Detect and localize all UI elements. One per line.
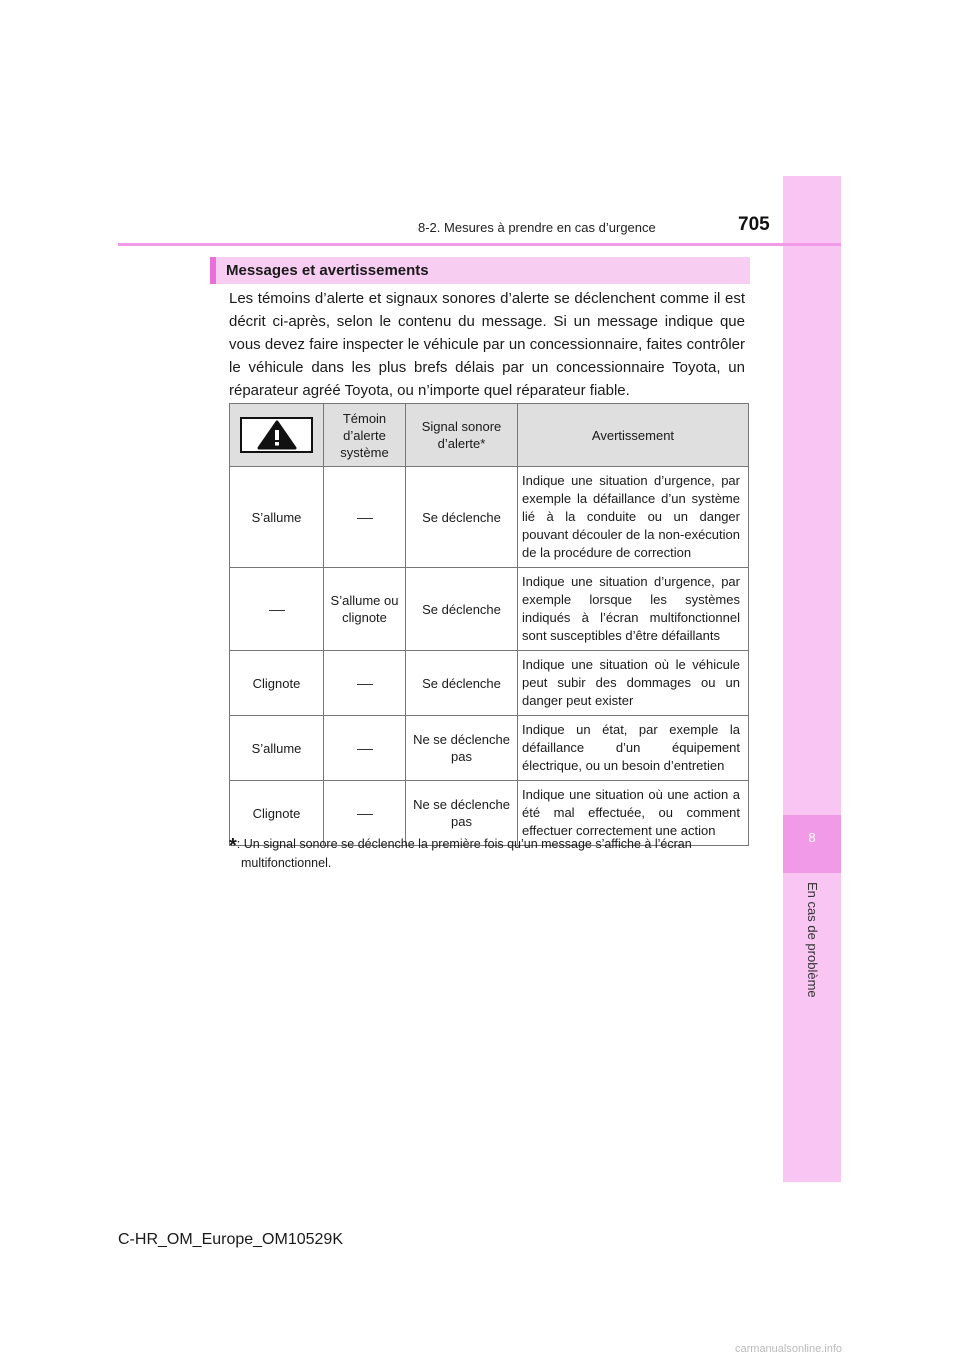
cell-light: S’allume	[230, 716, 324, 781]
cell-buzzer: Se déclenche	[406, 568, 518, 651]
table-header-row	[230, 404, 749, 467]
footnote-marker: *	[229, 835, 237, 857]
watermark: carmanualsonline.info	[735, 1343, 843, 1355]
footnote-continuation: multifonctionnel.	[241, 856, 332, 870]
dash-mark	[269, 610, 285, 611]
warning-icon-frame	[240, 417, 313, 453]
section-title-accent	[210, 257, 216, 284]
cell-buzzer: Se déclenche	[406, 467, 518, 568]
header-warning: Avertissement	[518, 404, 749, 467]
dash-mark	[357, 749, 373, 750]
section-reference: 8-2. Mesures à prendre en cas d’urgence	[418, 220, 656, 235]
table-row	[230, 568, 749, 651]
page-number: 705	[738, 214, 770, 235]
intro-paragraph: Les témoins d’alerte et signaux sonores d’alerte se déclenchent comme il est décrit ci-après, selon le contenu du message. Si un message indique que vous devez faire inspecter le véhicule par un concessionnaire, faites contrôler le véhicule dans les plus brefs délais par un concessionnaire Toyota, un réparateur agréé Toyota, ou n’importe quel réparateur fiable.	[229, 290, 745, 399]
cell-description: Indique une situation où une action a été mal effectuée, ou comment effectuer correctement une action	[518, 781, 749, 846]
cell-description: Indique une situation où le véhicule peut subir des dommages ou un danger peut exister	[518, 651, 749, 716]
table-row	[230, 716, 749, 781]
footnote-text: : Un signal sonore se déclenche la première fois qu’un message s’affiche à l’écran	[236, 837, 692, 851]
cell-light	[230, 568, 324, 651]
cell-system-light	[324, 716, 406, 781]
cell-light: Clignote	[230, 651, 324, 716]
cell-system-light	[324, 467, 406, 568]
header-buzzer: Signal sonore d’alerte*	[406, 404, 518, 467]
cell-buzzer: Ne se déclenche pas	[406, 716, 518, 781]
chapter-number: 8	[808, 830, 816, 845]
header-warning-icon-cell	[230, 404, 324, 467]
cell-description: Indique une situation d’urgence, par exemple la défaillance d’un système lié à la conduite ou un danger pouvant découler de la non-exécution de la procédure de correction	[518, 467, 749, 568]
cell-light: Clignote	[230, 781, 324, 846]
chapter-side-tab	[783, 176, 841, 1182]
dash-mark	[357, 684, 373, 685]
dash-mark	[357, 518, 373, 519]
cell-buzzer: Se déclenche	[406, 651, 518, 716]
cell-system-light: S’allume ou clignote	[324, 568, 406, 651]
table-row	[230, 651, 749, 716]
header-system-light: Témoin d’alerte système	[324, 404, 406, 467]
section-title: Messages et avertissements	[226, 262, 429, 279]
footnote	[229, 836, 745, 872]
cell-system-light	[324, 651, 406, 716]
warning-triangle-icon	[257, 420, 297, 450]
header-rule	[118, 243, 841, 246]
cell-light: S’allume	[230, 467, 324, 568]
warning-table	[229, 403, 749, 846]
cell-buzzer: Ne se déclenche pas	[406, 781, 518, 846]
document-id: C-HR_OM_Europe_OM10529K	[118, 1231, 343, 1248]
table-row	[230, 467, 749, 568]
cell-description: Indique une situation d’urgence, par exemple lorsque les systèmes indiqués à l’écran multifonctionnel sont susceptibles d’être défaillants	[518, 568, 749, 651]
cell-description: Indique un état, par exemple la défaillance d’un équipement électrique, ou un besoin d’entretien	[518, 716, 749, 781]
dash-mark	[357, 814, 373, 815]
chapter-label: En cas de problème	[805, 882, 820, 998]
